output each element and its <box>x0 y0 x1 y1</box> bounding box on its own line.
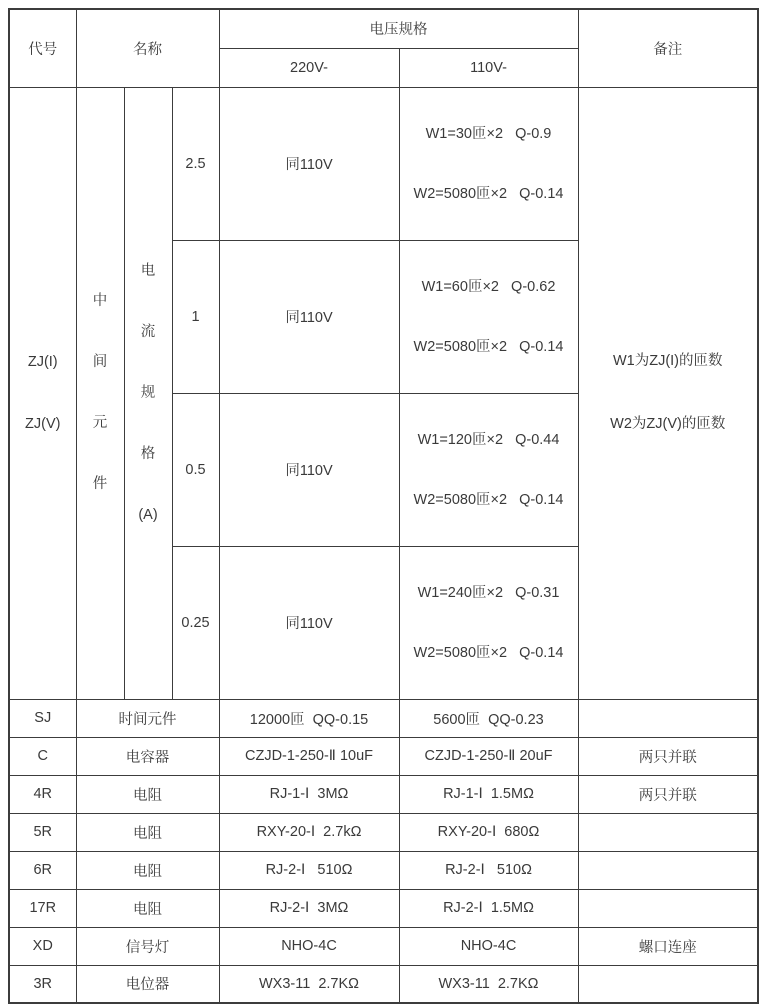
row-remark-cell <box>578 965 758 1003</box>
header-name-cell: 名称 <box>76 9 219 87</box>
table-row <box>9 737 758 775</box>
row-remark-cell <box>578 699 758 737</box>
zj-110v-cell: W1=240匝×2 Q-0.31 W2=5080匝×2 Q-0.14 <box>399 546 578 699</box>
zj-110v-cell: W1=120匝×2 Q-0.44 W2=5080匝×2 Q-0.14 <box>399 393 578 546</box>
zj-code-line2: ZJ(V) <box>25 416 61 432</box>
zj-amp-cell: 1 <box>172 240 219 393</box>
row-name-cell: 电阻 <box>76 889 219 927</box>
table-row <box>9 87 758 240</box>
row-220v-cell: RJ-2-Ⅰ 510Ω <box>219 851 399 889</box>
row-name-cell: 信号灯 <box>76 927 219 965</box>
row-110v-cell: NHO-4C <box>399 927 578 965</box>
row-remark-cell: 两只并联 <box>578 737 758 775</box>
row-220v-cell: WX3-11 2.7KΩ <box>219 965 399 1003</box>
row-110v-cell: 5600匝 QQ-0.23 <box>399 699 578 737</box>
zj-code-line1: ZJ(I) <box>27 354 58 370</box>
component-spec-table <box>8 8 759 1004</box>
row-name-cell: 电位器 <box>76 965 219 1003</box>
row-remark-cell <box>578 889 758 927</box>
row-code-cell: SJ <box>9 699 76 737</box>
header-code-cell: 代号 <box>9 9 76 87</box>
row-code-cell: 17R <box>9 889 76 927</box>
zj-220v-cell: 同110V <box>219 546 399 699</box>
table-row <box>9 813 758 851</box>
row-remark-cell <box>578 851 758 889</box>
row-110v-cell: RJ-2-Ⅰ 1.5MΩ <box>399 889 578 927</box>
zj-remark-cell: W1为ZJ(I)的匝数 W2为ZJ(V)的匝数 <box>578 87 758 699</box>
zj-amp-cell: 0.5 <box>172 393 219 546</box>
table-row <box>9 927 758 965</box>
row-code-cell: 5R <box>9 813 76 851</box>
row-110v-cell: RJ-1-Ⅰ 1.5MΩ <box>399 775 578 813</box>
row-remark-cell: 两只并联 <box>578 775 758 813</box>
row-220v-cell: RXY-20-Ⅰ 2.7kΩ <box>219 813 399 851</box>
row-remark-cell <box>578 813 758 851</box>
row-220v-cell: RJ-1-Ⅰ 3MΩ <box>219 775 399 813</box>
row-name-cell: 电阻 <box>76 775 219 813</box>
row-220v-cell: CZJD-1-250-Ⅱ 10uF <box>219 737 399 775</box>
table-row <box>9 889 758 927</box>
zj-name-cell: 中 间 元 件 <box>76 87 124 699</box>
row-110v-cell: WX3-11 2.7KΩ <box>399 965 578 1003</box>
table-row <box>9 851 758 889</box>
row-220v-cell: RJ-2-Ⅰ 3MΩ <box>219 889 399 927</box>
zj-amp-cell: 2.5 <box>172 87 219 240</box>
row-110v-cell: RJ-2-Ⅰ 510Ω <box>399 851 578 889</box>
row-code-cell: 6R <box>9 851 76 889</box>
table-row <box>9 775 758 813</box>
row-name-cell: 电阻 <box>76 813 219 851</box>
header-remark-cell: 备注 <box>578 9 758 87</box>
row-220v-cell: 12000匝 QQ-0.15 <box>219 699 399 737</box>
zj-220v-cell: 同110V <box>219 240 399 393</box>
header-110v-cell: 110V- <box>399 48 578 87</box>
zj-amp-cell: 0.25 <box>172 546 219 699</box>
row-220v-cell: NHO-4C <box>219 927 399 965</box>
row-code-cell: 4R <box>9 775 76 813</box>
row-110v-cell: RXY-20-Ⅰ 680Ω <box>399 813 578 851</box>
zj-110v-cell: W1=60匝×2 Q-0.62 W2=5080匝×2 Q-0.14 <box>399 240 578 393</box>
row-110v-cell: CZJD-1-250-Ⅱ 20uF <box>399 737 578 775</box>
row-name-cell: 时间元件 <box>76 699 219 737</box>
row-name-cell: 电阻 <box>76 851 219 889</box>
zj-220v-cell: 同110V <box>219 87 399 240</box>
row-code-cell: C <box>9 737 76 775</box>
zj-220v-cell: 同110V <box>219 393 399 546</box>
header-220v-cell: 220V- <box>219 48 399 87</box>
header-voltage-spec-cell: 电压规格 <box>219 9 578 48</box>
row-remark-cell: 螺口连座 <box>578 927 758 965</box>
row-code-cell: 3R <box>9 965 76 1003</box>
zj-110v-cell: W1=30匝×2 Q-0.9 W2=5080匝×2 Q-0.14 <box>399 87 578 240</box>
table-row <box>9 965 758 1003</box>
zj-code-cell <box>9 87 76 699</box>
row-name-cell: 电容器 <box>76 737 219 775</box>
zj-current-spec-cell: 电 流 规 格 (A) <box>124 87 172 699</box>
row-code-cell: XD <box>9 927 76 965</box>
table-row <box>9 699 758 737</box>
